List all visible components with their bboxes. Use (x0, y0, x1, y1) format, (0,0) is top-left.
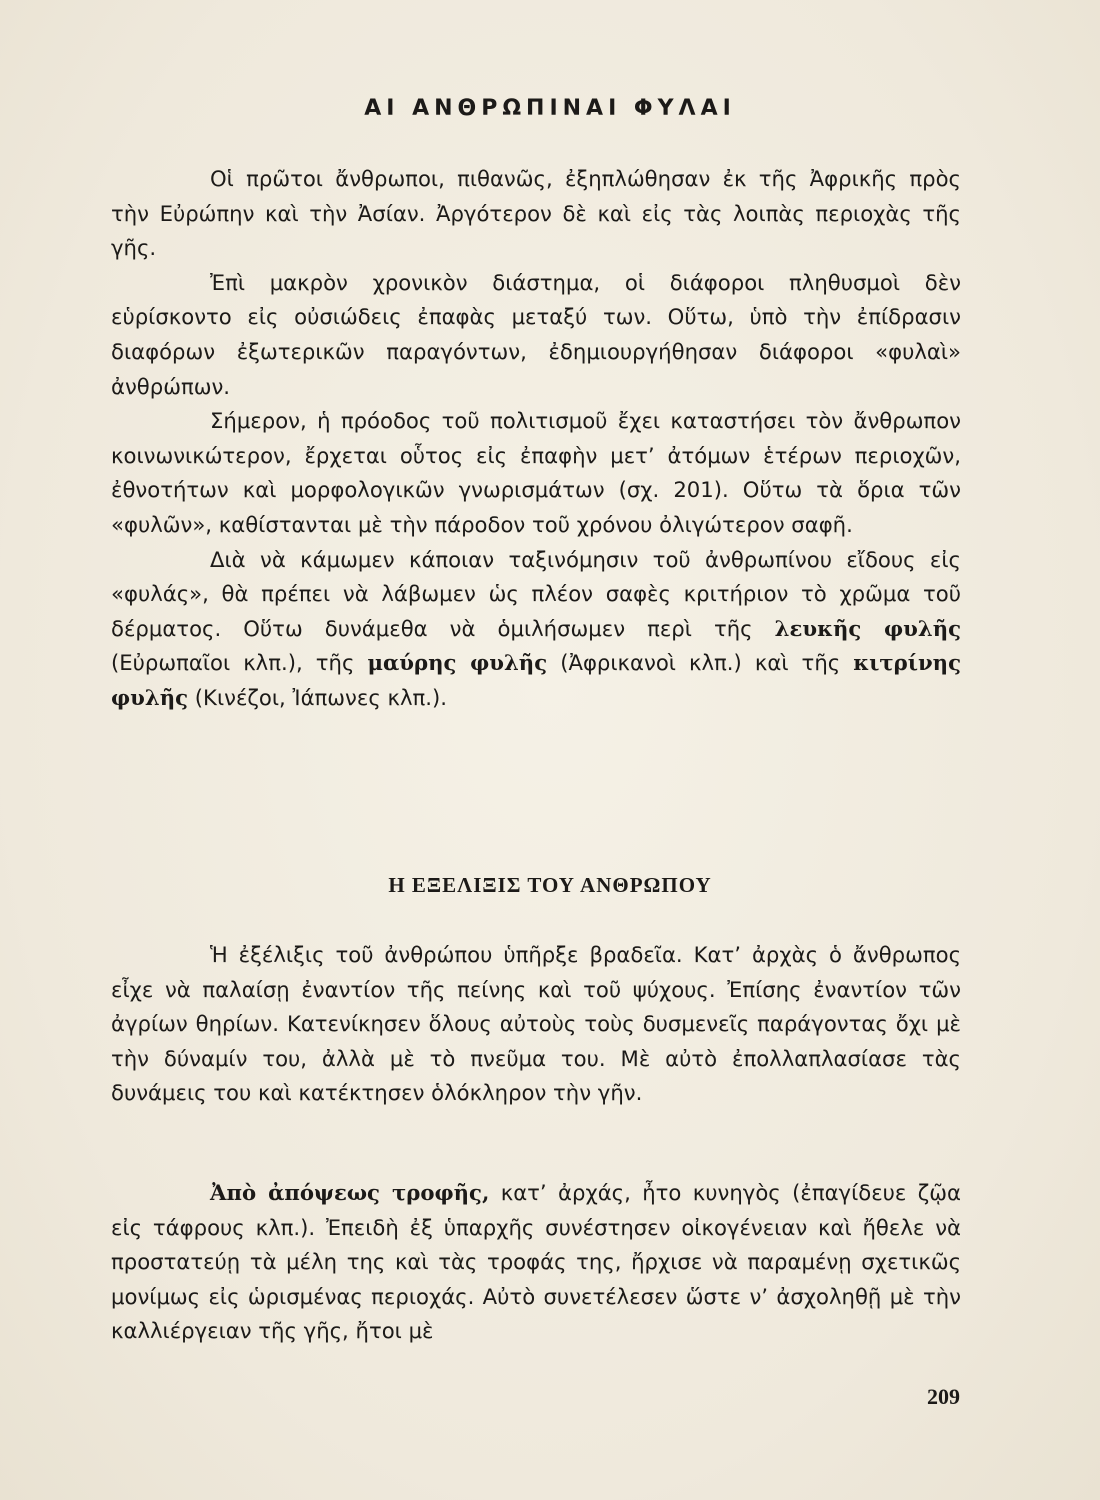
paragraph: Οἱ πρῶτοι ἄνθρωποι, πιθανῶς, ἐξηπλώθησαν ἐκ τῆς Ἀφρικῆς πρὸς τὴν Εὐρώπην καὶ τὴν Ἀσίαν. Ἀργότερον δὲ καὶ εἰς τὰς λοιπὰς περιοχὰς τῆς γῆς. (111, 166, 961, 261)
text-run: (Κινέζοι, Ἰάπωνες κλπ.). (188, 684, 448, 710)
section-title-evolution: Η ΕΞΕΛΙΞΙΣ ΤΟΥ ΑΝΘΡΩΠΟΥ (388, 873, 712, 897)
text-run: κατ’ ἀρχάς, ἦτο κυνηγὸς (ἐπαγίδευε ζῷα εἰς τάφρους κλπ.). Ἐπειδὴ ἐξ ὑπαρχῆς συνέστησεν οἰκογένειαν καὶ ἤθελε νὰ προστατεύῃ τὰ μέλη της καὶ τὰς τροφάς της, ἤρχισε νὰ παραμένῃ σχετικῶς μονίμως εἰς ὡρισμένας περιοχάς. Αὐτὸ συνετέλεσεν ὥστε ν’ ἀσχοληθῇ μὲ τὴν καλλιέργειαν τῆς γῆς, ἤτοι μὲ (111, 1180, 962, 1344)
bold-term-white-race: λευκῆς φυλῆς (774, 615, 962, 641)
section-races-body (111, 162, 961, 716)
page-number: 209 (927, 1384, 960, 1409)
paragraph: Ἡ ἐξέλιξις τοῦ ἀνθρώπου ὑπῆρξε βραδεῖα. Κατ’ ἀρχὰς ὁ ἄνθρωπος εἶχε νὰ παλαίσῃ ἐναντίον τῆς πείνης καὶ τοῦ ψύχους. Ἐπίσης ἐναντίον τῶν ἀγρίων θηρίων. Κατενίκησεν ὅλους αὐτοὺς τοὺς δυσμενεῖς παράγοντας ὄχι μὲ τὴν δύναμίν του, ἀλλὰ μὲ τὸ πνεῦμα του. Μὲ αὐτὸ ἐπολλαπλασίασε τὰς δυνάμεις του καὶ κατέκτησεν ὁλόκληρον τὴν γῆν. (111, 942, 961, 1106)
section-evolution-food (111, 1176, 961, 1349)
paragraph (111, 1176, 961, 1349)
bold-term-food: Ἀπὸ ἀπόψεως τροφῆς, (210, 1180, 490, 1205)
paragraph (111, 543, 961, 716)
section-evolution-body (111, 938, 961, 1111)
text-run: Διὰ νὰ κάμωμεν κάποιαν ταξινόμησιν τοῦ ἀνθρωπίνου εἴδους εἰς «φυλάς», θὰ πρέπει νὰ λάβωμεν ὡς πλέον σαφὲς κριτήριον τὸ χρῶμα τοῦ δέρματος. Οὕτω δυνάμεθα νὰ ὁμιλήσωμεν περὶ τῆς (111, 546, 961, 641)
bold-term-black-race: μαύρης φυλῆς (367, 650, 548, 676)
bold-term-yellow-race: κιτρίνης φυλῆς (111, 650, 961, 710)
section-title-human-races: ΑΙ ΑΝΘΡΩΠΙΝΑΙ ΦΥΛΑΙ (364, 96, 736, 121)
paragraph: Ἐπὶ μακρὸν χρονικὸν διάστημα, οἱ διάφοροι πληθυσμοὶ δὲν εὑρίσκοντο εἰς οὐσιώδεις ἐπαφὰς μεταξύ των. Οὕτω, ὑπὸ τὴν ἐπίδρασιν διαφόρων ἐξωτερικῶν παραγόντων, ἐδημιουργήθησαν διάφοροι «φυλαὶ» ἀνθρώπων. (111, 269, 961, 399)
paragraph: Σήμερον, ἡ πρόοδος τοῦ πολιτισμοῦ ἔχει καταστήσει τὸν ἄνθρωπον κοινωνικώτερον, ἔρχεται οὗτος εἰς ἐπαφὴν μετ’ ἀτόμων ἑτέρων περιοχῶν, ἐθνοτήτων καὶ μορφολογικῶν γνωρισμάτων (σχ. 201). Οὕτω τὰ ὅρια τῶν «φυλῶν», καθίστανται μὲ τὴν πάροδον τοῦ χρόνου ὀλιγώτερον σαφῆ. (111, 408, 961, 537)
text-run: (Ἀφρικανοὶ κλπ.) καὶ τῆς (547, 650, 854, 676)
text-run: (Εὐρωπαῖοι κλπ.), τῆς (111, 650, 368, 676)
